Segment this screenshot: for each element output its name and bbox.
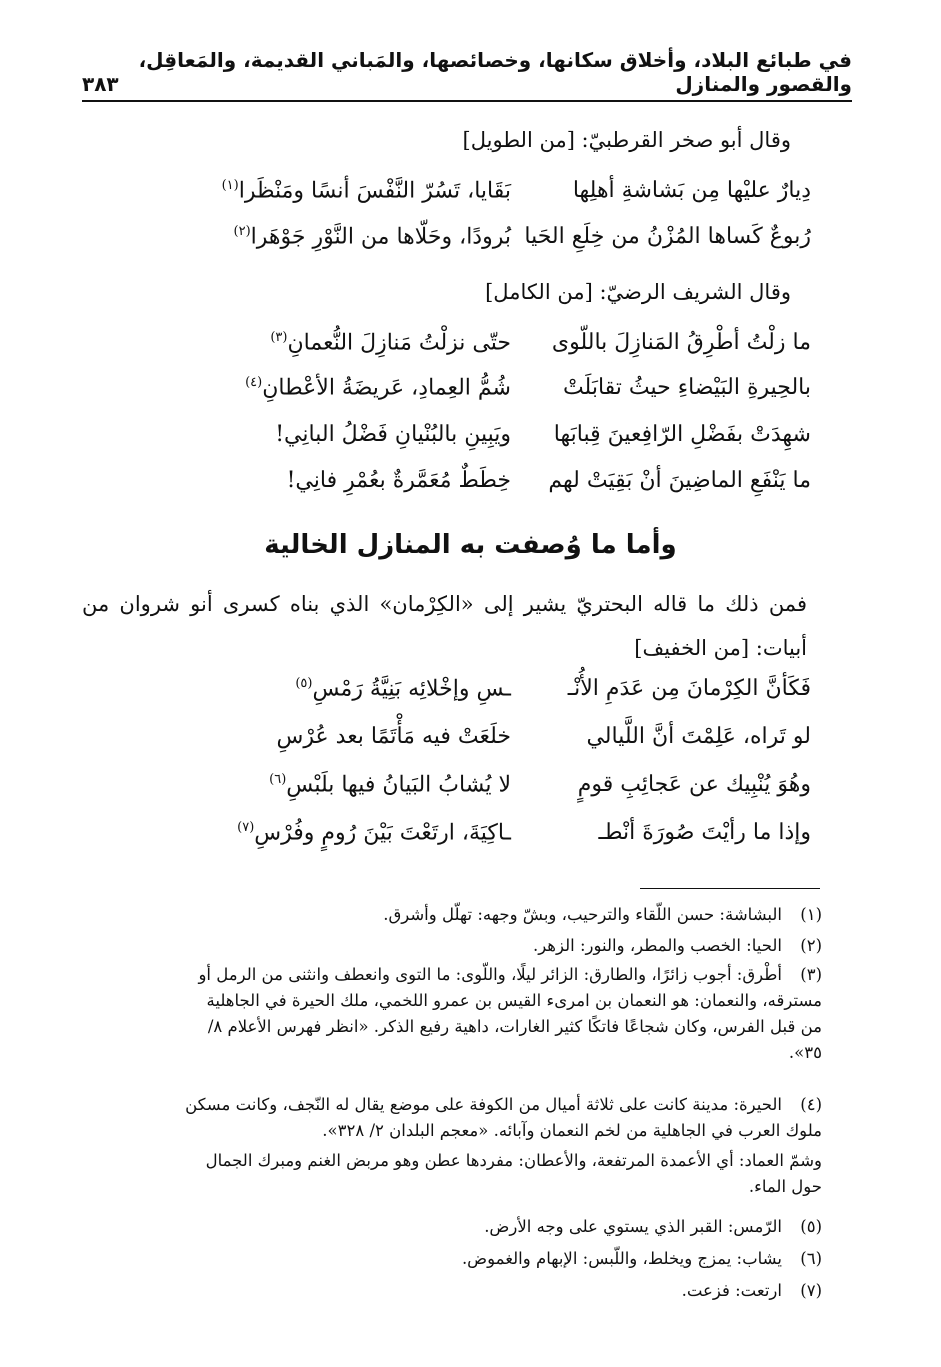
footnote-text: حول الماء.	[748, 1177, 822, 1196]
footnote-text: أطْرق: أجوب زائرًا، والطارق: الزائر ليلًا، واللّوى: ما التوى وانعطف وانثنى من الرمل أو	[198, 965, 782, 984]
footnote	[82, 1214, 822, 1240]
footnote-ref: (٥)	[295, 676, 313, 691]
footnote	[82, 1092, 822, 1144]
footnote-ref: (٤)	[245, 375, 263, 390]
footnote	[82, 933, 822, 959]
footnote	[82, 1246, 822, 1272]
page-number: ٣٨٣	[82, 72, 119, 96]
second-hemistich: خِطَطٌ مُعَمَّرةٌ بعُمْرِ فانِي!	[286, 468, 511, 493]
footnote-separator	[640, 888, 820, 889]
footnote	[82, 1148, 822, 1200]
first-hemistich: ما يَنْفَعِ الماضِينَ أنْ بَقِيَتْ لهم	[548, 468, 811, 493]
body-paragraph: فمن ذلك ما قاله البحتريّ يشير إلى «الكِرْمان» الذي بناه كسرى أنو شروان من أبيات: [من الخفيف]	[82, 592, 807, 660]
footnote-text: البشاشة: حسن اللّقاء والترحيب، وبشّ وجهه: تهلّل وأشرق.	[383, 905, 782, 924]
footnote-text: ارتعت: فزعت.	[681, 1281, 782, 1300]
footnote-text: الحيرة: مدينة كانت على ثلاثة أميال من الكوفة على موضع يقال له النّجف، وكانت مسكن	[185, 1095, 782, 1114]
first-hemistich: شهِدَتْ بفَضْلِ الرّافِعينَ قِبابَها	[553, 422, 811, 447]
footnote	[82, 1278, 822, 1304]
first-hemistich: وإذا ما رأيْتَ صُورَةَ أنْطـ	[598, 820, 811, 845]
second-hemistich: لا يُشابُ البَيانُ فيها بلَبْسِ$^{(٦)}$	[269, 772, 511, 798]
footnote-number: (١)	[800, 905, 822, 924]
footnote-ref: (٣)	[270, 330, 288, 345]
running-header	[82, 48, 852, 102]
footnote	[82, 902, 822, 928]
first-hemistich: ما زلْتُ أطْرِقُ المَنازِلَ باللّوى	[551, 330, 811, 355]
first-hemistich: بالحِيرةِ البَيْضاءِ حيثُ تقابَلَتْ	[562, 375, 811, 400]
footnote-ref: (٦)	[269, 772, 287, 787]
first-hemistich: لو تَراه، عَلِمْتَ أنَّ اللَّيالي	[586, 724, 811, 749]
footnote	[82, 962, 822, 1066]
second-hemistich: خلَعَتْ فيه مَأْتَمًا بعد عُرْسِ	[276, 724, 511, 749]
footnote-ref: (٧)	[237, 820, 255, 835]
footnote-number: (٤)	[800, 1095, 822, 1114]
footnote-text: مسترقه، والنعمان: هو النعمان بن امرىء القيس بن عمرو اللخمي، ملك الحيرة في الجاهلية	[206, 991, 822, 1010]
footnote-text: ملوك العرب في الجاهلية من لخم النعمان وآبائه. «معجم البلدان ٢/ ٣٢٨».	[322, 1121, 822, 1140]
footnote-number: (٢)	[800, 936, 822, 955]
footnote-number: (٣)	[800, 965, 822, 984]
footnote-text: الرّمس: القبر الذي يستوي على وجه الأرض.	[484, 1217, 782, 1236]
section-heading: وأما ما وُصفت به المنازل الخالية	[264, 530, 677, 560]
running-title: في طبائع البلاد، وأخلاق سكانها، وخصائصها، والمَباني القديمة، والمَعاقِل، والقصور والمنازل	[138, 48, 852, 96]
first-hemistich: وهُوَ يُنْبِيك عن عَجائِبِ قومٍ	[577, 772, 811, 797]
footnote-text: يشاب: يمزج ويخلط، واللّبس: الإبهام والغموض.	[461, 1249, 782, 1268]
first-hemistich: دِيارٌ عليْها مِن بَشاشةِ أهلِها	[572, 178, 811, 203]
first-hemistich: فَكَأنَّ الكِرْمانَ مِن عَدَمِ الأُنْـ	[567, 676, 811, 701]
first-hemistich: رُبوعٌ كَساها المُزْنُ من خِلَعِ الحَيا	[524, 224, 811, 249]
footnote-text: ٣٥».	[788, 1043, 822, 1062]
footnote-number: (٧)	[800, 1281, 822, 1300]
second-hemistich: ـاكِيَةَ، ارتَعْتَ بَيْنَ رُومٍ وفُرْسِ$^{(٧)}$	[237, 820, 511, 846]
second-hemistich: شُمُّ العِمادِ، عَريضَةُ الأعْطانِ$^{(٤)}$	[245, 375, 511, 401]
second-hemistich: حتّى نزلْتُ مَنازِلَ النُّعمانِ$^{(٣)}$	[270, 330, 511, 356]
footnote-text: وشمّ العماد: أي الأعمدة المرتفعة، والأعطان: مفردها عطن وهو مربض الغنم ومبرك الجمال	[205, 1151, 822, 1170]
second-hemistich: بُرودًا، وحَلّاها من النَّوْرِ جَوْهَرا$^{(٢)}$	[233, 224, 511, 250]
verse-intro-2: وقال الشريف الرضيّ: [من الكامل]	[485, 280, 791, 304]
second-hemistich: ـسِ وإخْلائِه بَنِيَّةُ رَمْسِ$^{(٥)}$	[295, 676, 511, 702]
second-hemistich: ويَبِينِ بالبُنْيانِ فَضْلُ البانِي!	[275, 422, 511, 447]
footnote-ref: (٢)	[233, 224, 251, 239]
footnote-text: من قبل الفرس، وكان شجاعًا فاتكًا كثير الغارات، داهية رفيع الذكر. «انظر فهرس الأعلام ٨/	[207, 1017, 822, 1036]
verse-intro-1: وقال أبو صخر القرطبيّ: [من الطويل]	[462, 128, 791, 152]
footnote-text: الحيا: الخصب والمطر، والنور: الزهر.	[532, 936, 782, 955]
footnote-number: (٥)	[800, 1217, 822, 1236]
footnote-ref: (١)	[221, 178, 239, 193]
second-hemistich: بَقَايا، تَسُرّ النَّفْسَ أنسًا ومَنْظَرا$^{(١)}$	[221, 178, 511, 204]
footnote-number: (٦)	[800, 1249, 822, 1268]
